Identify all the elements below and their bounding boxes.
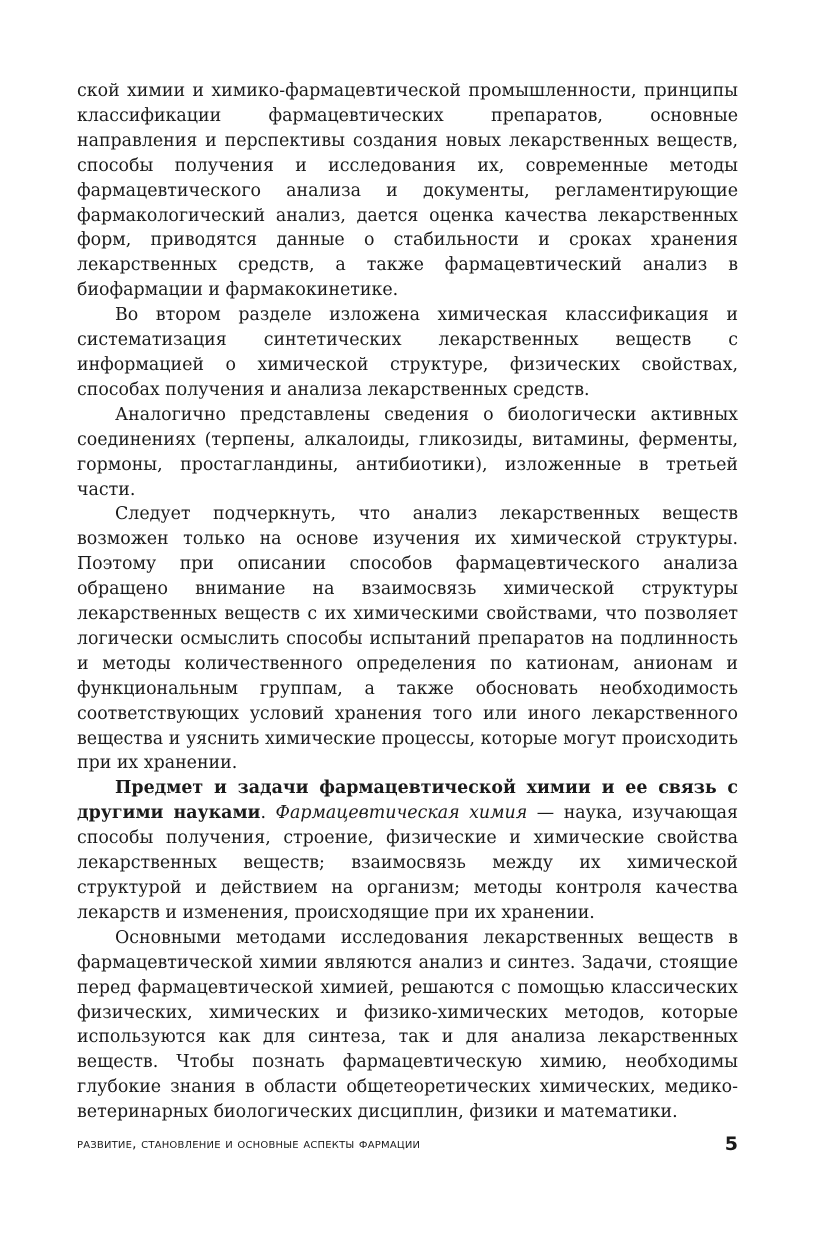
- page-number: 5: [724, 1133, 738, 1155]
- paragraph-methods: Основными методами исследования лекарственных веществ в фармацевтической химии являются анализ и синтез. Задачи, стоящие перед фармацевтической химией, решаются с помощью классических физических, химических и физико-химических методов, которые используются как для синтеза, так и для анализа лекарственных веществ. Чтобы познать фармацевтическую химию, необходимы глубокие знания в области общетеоретических химических, медико-ветеринарных биологических дисциплин, физики и математики.: [77, 927, 738, 1123]
- paragraph-continuation: ской химии и химико-фармацевтической промышленности, принципы классификации фармацевтических препаратов, основные направления и перспективы создания новых лекарственных веществ, способы получения и исследования их, современные методы фармацевтического анализа и документы, регламентирующие фармакологический анализ, дается оценка качества лекарственных форм, приводятся данные о стабильности и сроках хранения лекарственных средств, а также фармацевтический анализ в биофармации и фармакокинетике.: [77, 81, 738, 301]
- definition-text: — наука, изучающая способы получения, строение, физические и химические свойства лекарственных веществ; взаимосвязь между их химической структурой и действием на организм; методы контроля качества лекарств и изменения, происходящие при их хранении.: [77, 803, 738, 923]
- section-heading: Предмет и задачи фармацевтической химии и ее связь с другими науками: [77, 778, 738, 824]
- defined-term: Фармацевтическая химия: [275, 803, 528, 824]
- paragraph-subject-definition: [77, 776, 738, 925]
- section-heading-period: .: [260, 803, 266, 824]
- running-title: развитие, становление и основные аспекты фармации: [77, 1136, 421, 1152]
- page-footer: [77, 1133, 738, 1157]
- paragraph-bioactive-compounds: Аналогично представлены сведения о биологически активных соединениях (терпены, алкалоиды, гликозиды, витамины, ферменты, гормоны, простагландины, антибиотики), изложенные в третьей части.: [77, 404, 738, 500]
- page-body: [77, 79, 738, 1125]
- paragraph-analysis-structure: Следует подчеркнуть, что анализ лекарственных веществ возможен только на основе изучения их химической структуры. Поэтому при описании способов фармацевтического анализа обращено внимание на взаимосвязь химической структуры лекарственных веществ с их химическими свойствами, что позволяет логически осмыслить способы испытаний препаратов на подлинность и методы количественного определения по катионам, анионам и функциональным группам, а также обосновать необходимость соответствующих условий хранения того или иного лекарственного вещества и уяснить химические процессы, которые могут происходить при их хранении.: [77, 504, 738, 774]
- paragraph-second-section: Во втором разделе изложена химическая классификация и систематизация синтетических лекарственных веществ с информацией о химической структуре, физических свойствах, способах получения и анализа лекарственных средств.: [77, 305, 738, 400]
